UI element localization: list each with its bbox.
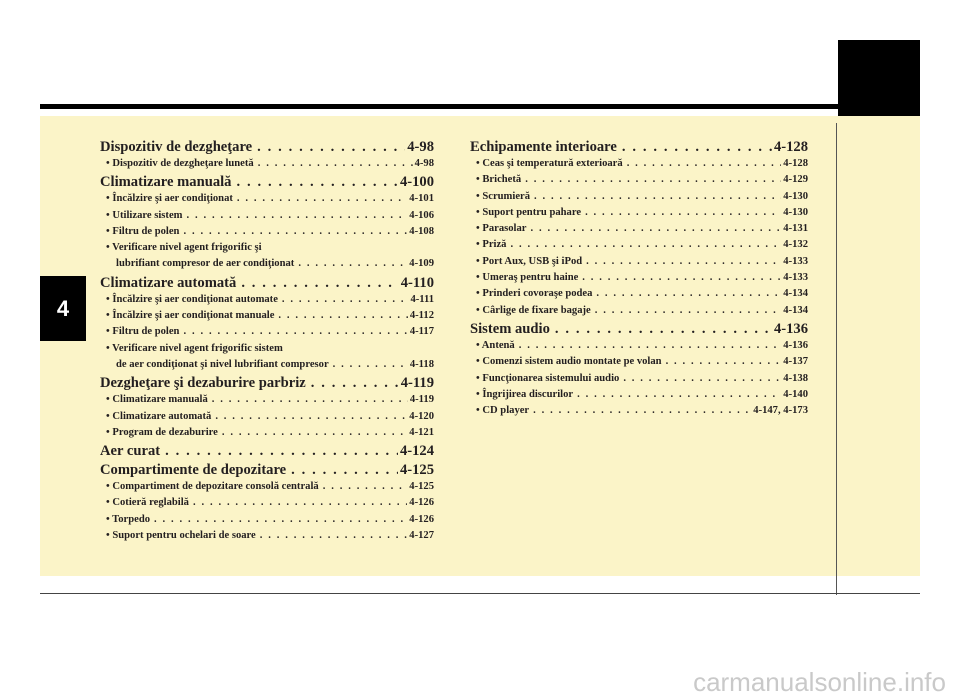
vertical-divider xyxy=(836,123,837,595)
dot-leader xyxy=(329,357,408,373)
toc-entry-title: • Parasolar xyxy=(476,223,527,235)
toc-section[interactable] xyxy=(100,462,434,479)
toc-entry-title: • Suport pentru pahare xyxy=(476,206,582,218)
toc-page-number: 4-130 xyxy=(783,206,808,218)
toc-subentry[interactable] xyxy=(470,172,808,188)
toc-page-number: 4-118 xyxy=(409,358,434,370)
toc-page-number: 4-132 xyxy=(783,239,808,251)
dot-leader xyxy=(527,221,782,237)
toc-entry-title: • Filtru de polen xyxy=(106,326,180,338)
toc-page-number: 4-120 xyxy=(409,410,434,422)
toc-subentry[interactable] xyxy=(100,208,434,224)
toc-subentry[interactable] xyxy=(100,156,434,172)
toc-page-number: 4-131 xyxy=(783,223,808,235)
top-rule xyxy=(40,104,920,109)
toc-page-number: 4-140 xyxy=(783,388,808,400)
toc-subentry[interactable] xyxy=(100,528,434,544)
toc-subentry[interactable] xyxy=(100,308,434,324)
toc-entry-title: • Climatizare manuală xyxy=(106,394,208,406)
toc-entry-title: • CD player xyxy=(476,405,530,417)
dot-leader xyxy=(581,205,781,221)
dot-leader xyxy=(150,512,407,528)
toc-page-number: 4-138 xyxy=(783,372,808,384)
toc-entry-title: • Priză xyxy=(476,239,507,251)
toc-page-number: 4-136 xyxy=(773,320,808,337)
toc-subentry-line: • Verificare nivel agent frigorific sistem xyxy=(106,342,283,354)
dot-leader xyxy=(306,375,399,392)
dot-leader xyxy=(550,321,772,338)
toc-subentry[interactable] xyxy=(100,224,434,240)
toc-page-number: 4-110 xyxy=(400,274,434,291)
dot-leader xyxy=(573,387,781,403)
toc-page-number: 4-134 xyxy=(783,288,808,300)
toc-subentry[interactable] xyxy=(100,409,434,425)
toc-subentry[interactable] xyxy=(470,237,808,253)
dot-leader xyxy=(218,425,407,441)
toc-page-number: 4-112 xyxy=(409,310,434,322)
toc-subentry[interactable] xyxy=(100,479,434,495)
toc-entry-title: Dezgheţare şi dezaburire parbriz xyxy=(100,375,306,392)
toc-entry-title: Climatizare manuală xyxy=(100,174,232,191)
toc-entry-title: • Filtru de polen xyxy=(106,225,180,237)
toc-page-number: 4-128 xyxy=(773,139,808,155)
toc-entry-title: • Antenă xyxy=(476,339,515,351)
toc-entry-title: • Prinderi covoraşe podea xyxy=(476,288,593,300)
toc-page-number: 4-130 xyxy=(783,190,808,202)
toc-page-number: 4-100 xyxy=(399,174,434,191)
dot-leader xyxy=(662,354,782,370)
dot-leader xyxy=(294,256,407,272)
dot-leader xyxy=(236,275,398,292)
dot-leader xyxy=(278,292,409,308)
toc-entry-title: • Cârlige de fixare bagaje xyxy=(476,304,591,316)
toc-entry-title: Compartimente de depozitare xyxy=(100,462,287,479)
dot-leader xyxy=(619,371,781,387)
toc-subentry[interactable] xyxy=(100,392,434,408)
dot-leader xyxy=(582,254,781,270)
toc-page-number: 4-98 xyxy=(407,139,434,155)
toc-page-number: 4-126 xyxy=(409,497,434,509)
dot-leader xyxy=(160,443,398,460)
dot-leader xyxy=(506,237,781,253)
toc-page-number: 4-121 xyxy=(409,426,434,438)
dot-leader xyxy=(578,270,781,286)
toc-entry-title: • Îngrijirea discurilor xyxy=(476,388,574,400)
toc-page-number: 4-127 xyxy=(409,530,434,542)
toc-column-right xyxy=(470,137,808,419)
toc-entry-title: • Ceas şi temperatură exterioară xyxy=(476,158,623,169)
toc-section[interactable] xyxy=(470,321,808,338)
dot-leader xyxy=(591,303,782,319)
toc-page-number: 4-133 xyxy=(783,272,808,284)
toc-entry-title: Dispozitiv de dezgheţare xyxy=(100,139,253,155)
toc-page-number: 4-137 xyxy=(783,356,808,368)
toc-subentry[interactable] xyxy=(470,354,808,370)
toc-entry-title: Echipamente interioare xyxy=(470,139,617,155)
toc-entry-title: • Suport pentru ochelari de soare xyxy=(106,530,256,542)
toc-page-number: 4-119 xyxy=(400,375,434,392)
toc-subentry[interactable] xyxy=(470,189,808,205)
toc-section[interactable] xyxy=(100,139,434,156)
chapter-tab xyxy=(40,276,86,341)
toc-section[interactable] xyxy=(100,174,434,191)
toc-entry-title: • Brichetă xyxy=(476,174,522,186)
dot-leader xyxy=(189,495,407,511)
toc-subentry[interactable] xyxy=(470,403,808,419)
toc-page-number: 4-101 xyxy=(409,193,434,205)
corner-tab-block xyxy=(838,40,920,123)
toc-page-number: 4-133 xyxy=(783,255,808,267)
dot-leader xyxy=(592,286,781,302)
toc-subentry[interactable] xyxy=(470,338,808,354)
dot-leader xyxy=(515,338,782,354)
toc-subentry[interactable] xyxy=(100,256,434,272)
toc-subentry[interactable] xyxy=(100,425,434,441)
toc-subentry[interactable] xyxy=(100,292,434,308)
toc-page-number: 4-125 xyxy=(409,481,434,493)
toc-page-number: 4-108 xyxy=(409,225,434,237)
toc-subentry[interactable] xyxy=(470,156,808,172)
toc-entry-title: • Dispozitiv de dezgheţare lunetă xyxy=(106,158,254,169)
dot-leader xyxy=(179,324,407,340)
toc-entry-title: de aer condiţionat şi nivel lubrifiant compresor xyxy=(116,358,329,370)
toc-subentry[interactable] xyxy=(470,371,808,387)
toc-entry-title: • Umeraş pentru haine xyxy=(476,272,579,284)
dot-leader xyxy=(231,174,397,191)
dot-leader xyxy=(179,224,407,240)
dot-leader xyxy=(233,191,407,207)
toc-section[interactable] xyxy=(100,443,434,460)
toc-entry-title: Climatizare automată xyxy=(100,274,237,291)
toc-entry-title: Aer curat xyxy=(100,443,161,460)
toc-subentry[interactable] xyxy=(470,286,808,302)
toc-subentry[interactable] xyxy=(470,205,808,221)
toc-entry-title: • Scrumieră xyxy=(476,190,531,202)
toc-entry-title: • Încălzire şi aer condiţionat manuale xyxy=(106,310,275,322)
toc-subentry[interactable] xyxy=(470,270,808,286)
toc-page-number: 4-111 xyxy=(410,293,434,305)
toc-entry-title: • Torpedo xyxy=(106,513,151,525)
toc-page-number: 4-134 xyxy=(783,304,808,316)
toc-subentry[interactable] xyxy=(100,495,434,511)
toc-entry-title: Sistem audio xyxy=(470,320,550,337)
toc-subentry[interactable] xyxy=(470,387,808,403)
toc-page-number: 4-126 xyxy=(409,513,434,525)
toc-entry-title: • Climatizare automată xyxy=(106,410,212,422)
bottom-rule xyxy=(40,593,920,594)
toc-subentry[interactable] xyxy=(100,191,434,207)
dot-leader xyxy=(256,528,408,544)
toc-section[interactable] xyxy=(470,139,808,156)
toc-subentry[interactable] xyxy=(470,221,808,237)
toc-page-number: 4-147, 4-173 xyxy=(753,405,808,417)
watermark: carmanualsonline.info xyxy=(693,667,946,697)
toc-page-number: 4-125 xyxy=(399,462,434,479)
dot-leader xyxy=(211,409,407,425)
toc-page-number: 4-98 xyxy=(414,158,434,169)
dot-leader xyxy=(254,156,413,172)
dot-leader xyxy=(521,172,781,188)
dot-leader xyxy=(252,139,405,156)
dot-leader xyxy=(182,208,407,224)
toc-entry-title: • Port Aux, USB şi iPod xyxy=(476,255,583,267)
toc-page-number: 4-136 xyxy=(783,339,808,351)
chapter-number: 4 xyxy=(56,295,70,321)
right-margin-strip xyxy=(836,116,920,576)
toc-page-number: 4-119 xyxy=(409,394,434,406)
toc-entry-title: • Compartiment de depozitare consolă centrală xyxy=(106,481,319,493)
dot-leader xyxy=(617,139,772,156)
toc-entry-title: • Funcţionarea sistemului audio xyxy=(476,372,620,384)
dot-leader xyxy=(274,308,407,324)
toc-page-number: 4-106 xyxy=(409,209,434,221)
dot-leader xyxy=(623,156,782,172)
toc-entry-title: • Program de dezaburire xyxy=(106,426,218,438)
toc-entry-title: lubrifiant compresor de aer condiţionat xyxy=(116,258,295,270)
toc-subentry[interactable] xyxy=(470,254,808,270)
dot-leader xyxy=(208,392,408,408)
toc-subentry[interactable] xyxy=(100,357,434,373)
toc-section[interactable] xyxy=(100,275,434,292)
toc-entry-title: • Utilizare sistem xyxy=(106,209,183,221)
toc-column-left xyxy=(100,137,434,544)
dot-leader xyxy=(530,189,781,205)
toc-entry-title: • Comenzi sistem audio montate pe volan xyxy=(476,356,662,368)
toc-subentry[interactable] xyxy=(100,512,434,528)
toc-entry-title: • Încălzire şi aer condiţionat automate xyxy=(106,293,278,305)
toc-page-number: 4-109 xyxy=(409,258,434,270)
toc-page-number: 4-129 xyxy=(783,174,808,186)
toc-subentry[interactable] xyxy=(470,303,808,319)
dot-leader xyxy=(286,462,398,479)
toc-entry-title: • Încălzire şi aer condiţionat xyxy=(106,193,233,205)
toc-section[interactable] xyxy=(100,375,434,392)
toc-page-number: 4-117 xyxy=(409,326,434,338)
toc-entry-title: • Cotieră reglabilă xyxy=(106,497,189,509)
toc-subentry-line: • Verificare nivel agent frigorific şi xyxy=(106,242,262,254)
dot-leader xyxy=(319,479,408,495)
dot-leader xyxy=(529,403,751,419)
toc-page-number: 4-124 xyxy=(399,443,434,460)
toc-page-number: 4-128 xyxy=(783,158,808,169)
toc-subentry[interactable] xyxy=(100,324,434,340)
